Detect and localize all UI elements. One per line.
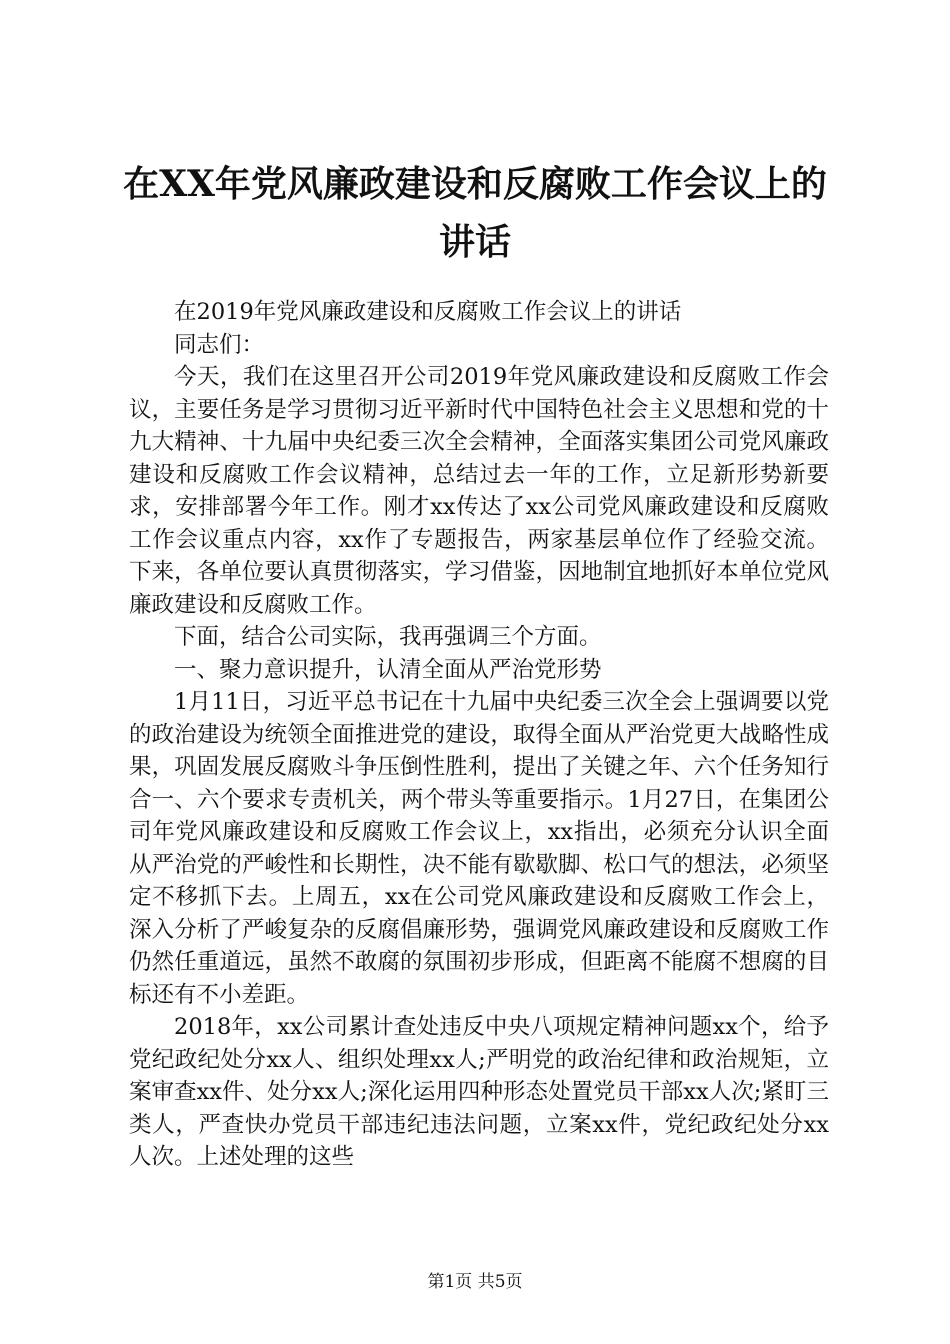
title-line-1: 在XX年党风廉政建设和反腐败工作会议上的 xyxy=(123,163,827,205)
document-body xyxy=(129,296,829,1174)
section-heading-1: 一、聚力意识提升，认清全面从严治党形势 xyxy=(174,656,602,683)
paragraph-salutation: 同志们： xyxy=(174,331,265,358)
paragraph-statistics: 2018年，xx公司累计查处违反中央八项规定精神问题xx个，给予党纪政纪处分xx人、组织处理xx人;严明党的政治纪律和政治规矩，立案审查xx件、处分xx人;深化运用四种形态处置党员干部xx人次;紧盯三类人，严查快办党员干部违纪违法问题，立案xx件，党纪政纪处分xx人次。上述处理的这些 xyxy=(129,1014,829,1170)
title-line-2: 讲话 xyxy=(438,221,511,263)
document-title xyxy=(120,155,830,271)
page-number-footer: 第1页 共5页 xyxy=(427,1272,523,1292)
paragraph-subtitle: 在2019年党风廉政建设和反腐败工作会议上的讲话 xyxy=(174,299,682,325)
paragraph-situation: 1月11日，习近平总书记在十九届中央纪委三次全会上强调要以党的政治建设为统领全面推进党的建设，取得全面从严治党更大战略性成果，巩固发展反腐败斗争压倒性胜利，提出了关键之年、六个任务知行合一、六个要求专责机关，两个带头等重要指示。1月27日，在集团公司年党风廉政建设和反腐败工作会议上，xx指出，必须充分认识全面从严治党的严峻性和长期性，决不能有歇歇脚、松口气的想法，必须坚定不移抓下去。上周五，xx在公司党风廉政建设和反腐败工作会上，深入分析了严峻复杂的反腐倡廉形势，强调党风廉政建设和反腐败工作仍然任重道远，虽然不敢腐的氛围初步形成，但距离不能腐不想腐的目标还有不小差距。 xyxy=(129,689,829,1008)
paragraph-opening: 今天，我们在这里召开公司2019年党风廉政建设和反腐败工作会议，主要任务是学习贯彻习近平新时代中国特色社会主义思想和党的十九大精神、十九届中央纪委三次全会精神，全面落实集团公司党风廉政建设和反腐败工作会议精神，总结过去一年的工作，立足新形势新要求，安排部署今年工作。刚才xx传达了xx公司党风廉政建设和反腐败工作会议重点内容，xx作了专题报告，两家基层单位作了经验交流。下来，各单位要认真贯彻落实，学习借鉴，因地制宜地抓好本单位党风廉政建设和反腐败工作。 xyxy=(129,364,829,618)
paragraph-transition: 下面，结合公司实际，我再强调三个方面。 xyxy=(174,624,602,650)
